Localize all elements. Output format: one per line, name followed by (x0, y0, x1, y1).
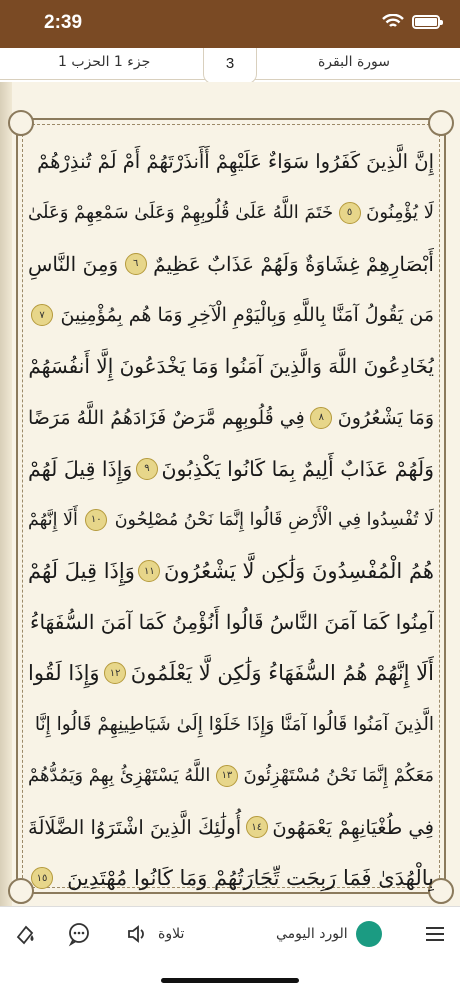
verse-text: إِنَّ الَّذِينَ كَفَرُوا سَوَاءٌ عَلَيْهِمْ أَأَنذَرْتَهُمْ أَمْ لَمْ تُنذِرْهُمْ (37, 150, 434, 174)
page-number-tab[interactable]: 3 (203, 48, 257, 84)
ayah-number-marker[interactable]: ١٢ (104, 662, 126, 684)
ayah-number-marker[interactable]: ١٥ (31, 867, 53, 889)
verse-text: وَإِذَا قِيلَ لَهُمْ (28, 456, 133, 481)
chat-bubble-icon (66, 921, 92, 947)
ayah-number-marker[interactable]: ١٣ (216, 765, 238, 787)
verse-line[interactable] (28, 597, 434, 648)
verse-text: يُخَادِعُونَ اللَّهَ وَالَّذِينَ آمَنُوا وَمَا يَخْدَعُونَ إِلَّا أَنفُسَهُمْ (28, 354, 434, 379)
status-bar (0, 0, 460, 48)
battery-icon (412, 15, 440, 29)
verse-text: أَبْصَارِهِمْ غِشَاوَةٌ وَلَهُمْ عَذَابٌ عَظِيمٌ (153, 251, 434, 276)
ayah-number-marker[interactable]: ٦ (125, 253, 147, 275)
wifi-icon (382, 14, 404, 30)
highlighter-icon (12, 921, 38, 947)
status-time: 2:39 (44, 12, 83, 33)
highlighter-button[interactable] (12, 921, 38, 947)
frame-corner-ornament (8, 110, 34, 136)
ayah-number-marker[interactable]: ٩ (136, 458, 158, 480)
verse-line[interactable] (28, 494, 434, 545)
verse-text: لَا تُفْسِدُوا فِي الْأَرْضِ قَالُوا إِنَّمَا نَحْنُ مُصْلِحُونَ (114, 509, 434, 530)
ayah-number-marker[interactable]: ١١ (138, 560, 160, 582)
daily-wird-label: الورد اليومي (276, 926, 348, 942)
verse-line[interactable] (28, 290, 434, 341)
verse-line[interactable] (28, 341, 434, 392)
verse-line[interactable] (28, 238, 434, 289)
page-edge (0, 82, 12, 906)
verse-text: لَا يُؤْمِنُونَ (366, 202, 434, 224)
home-indicator (161, 978, 299, 983)
verse-line[interactable] (28, 392, 434, 443)
verse-text: هُمُ الْمُفْسِدُونَ وَلَٰكِن لَّا يَشْعُرُونَ (163, 559, 434, 584)
verse-text: فِي طُغْيَانِهِمْ يَعْمَهُونَ (272, 815, 434, 839)
verse-text: أُولَٰئِكَ الَّذِينَ اشْتَرَوُا الضَّلَالَةَ (28, 815, 242, 839)
ayah-number-marker[interactable]: ٧ (31, 304, 53, 326)
verse-line[interactable] (28, 699, 434, 750)
verse-text: وَإِذَا لَقُوا (28, 661, 100, 686)
verse-text: وَمَا يَشْعُرُونَ (337, 406, 434, 429)
verse-text: فِي قُلُوبِهِم مَّرَضٌ فَزَادَهُمُ اللَّهُ مَرَضًا (28, 406, 305, 429)
juz-hizb-label: جزء 1 الحزب 1 (58, 54, 151, 70)
ayah-number-marker[interactable]: ١٤ (246, 816, 268, 838)
verse-line[interactable] (28, 853, 434, 904)
status-icons (382, 14, 440, 30)
verse-text: وَمِنَ النَّاسِ (28, 251, 119, 276)
mushaf-page[interactable] (0, 82, 460, 906)
recite-label: تلاوة (158, 926, 185, 942)
verse-line[interactable] (28, 801, 434, 852)
ayah-number-marker[interactable]: ٨ (310, 407, 332, 429)
verse-text: مَعَكُمْ إِنَّمَا نَحْنُ مُسْتَهْزِئُونَ (243, 765, 434, 787)
verse-lines (28, 136, 434, 904)
verse-text: وَلَهُمْ عَذَابٌ أَلِيمٌ بِمَا كَانُوا يَكْذِبُونَ (161, 456, 434, 481)
daily-wird-progress-icon (356, 921, 382, 947)
verse-text: اللَّهُ يَسْتَهْزِئُ بِهِمْ وَيَمُدُّهُمْ (28, 765, 211, 787)
verse-text: آمِنُوا كَمَا آمَنَ النَّاسُ قَالُوا أَنُؤْمِنُ كَمَا آمَنَ السُّفَهَاءُ (30, 610, 434, 635)
verse-line[interactable] (28, 136, 434, 187)
frame-corner-ornament (428, 110, 454, 136)
verse-text: الَّذِينَ آمَنُوا قَالُوا آمَنَّا وَإِذَا خَلَوْا إِلَىٰ شَيَاطِينِهِمْ قَالُوا إِنَّا (34, 714, 434, 736)
ayah-number-marker[interactable]: ٥ (339, 202, 361, 224)
verse-line[interactable] (28, 648, 434, 699)
verse-line[interactable] (28, 546, 434, 597)
verse-line[interactable] (28, 750, 434, 801)
verse-text: أَلَا إِنَّهُمْ هُمُ السُّفَهَاءُ وَلَٰكِن لَّا يَعْلَمُونَ (130, 661, 434, 686)
verse-text: بِالْهُدَىٰ فَمَا رَبِحَت تِّجَارَتُهُمْ وَمَا كَانُوا مُهْتَدِينَ (67, 866, 434, 891)
verse-line[interactable] (28, 443, 434, 494)
verse-line[interactable] (28, 187, 434, 238)
verse-text: مَن يَقُولُ آمَنَّا بِاللَّهِ وَبِالْيَوْمِ الْآخِرِ وَمَا هُم بِمُؤْمِنِينَ (60, 304, 434, 327)
daily-wird-button[interactable] (276, 921, 382, 947)
hamburger-menu-icon (422, 921, 448, 947)
verse-text: خَتَمَ اللَّهُ عَلَىٰ قُلُوبِهِمْ وَعَلَىٰ سَمْعِهِمْ وَعَلَىٰ (28, 202, 334, 224)
surah-name-label: سورة البقرة (317, 54, 390, 70)
menu-button[interactable] (422, 921, 448, 947)
verse-text: أَلَا إِنَّهُمْ (28, 509, 78, 530)
ayah-number-marker[interactable]: ١٠ (85, 509, 107, 531)
verse-text: وَإِذَا قِيلَ لَهُمْ (28, 559, 135, 584)
speaker-icon (124, 921, 150, 947)
comment-button[interactable] (66, 921, 92, 947)
recite-button[interactable] (124, 921, 184, 947)
